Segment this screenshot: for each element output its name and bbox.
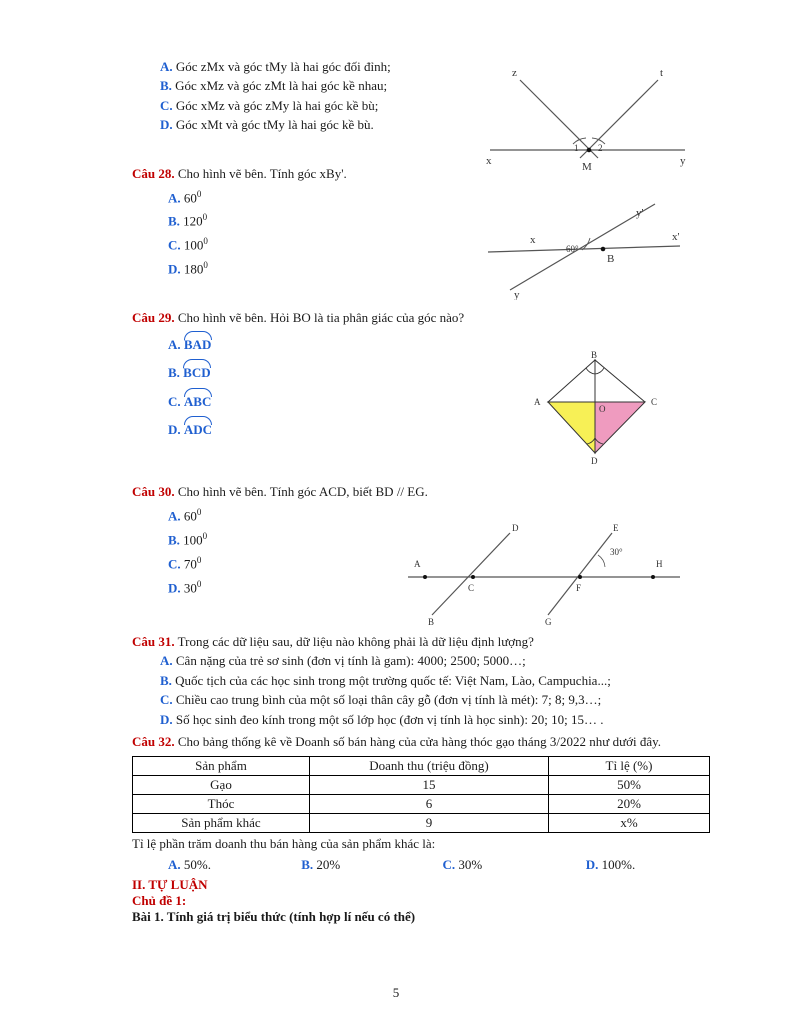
angle-notation bbox=[184, 419, 212, 439]
question-label: Câu 30. bbox=[132, 484, 175, 500]
option-text: 60 bbox=[183, 508, 197, 524]
option-superscript: 0 bbox=[196, 554, 202, 565]
figure-q29 bbox=[500, 350, 690, 465]
option-superscript: 0 bbox=[202, 531, 208, 542]
option-superscript: 0 bbox=[203, 236, 208, 247]
figure-label-b: B bbox=[591, 350, 598, 360]
option-letter: B. bbox=[160, 672, 172, 688]
question-text: Cho bảng thống kê về Doanh số bán hàng của cửa hàng thóc gạo tháng 3/2022 như dưới đây. bbox=[177, 734, 662, 750]
figure-label-h: H bbox=[656, 559, 663, 569]
option-letter: B. bbox=[160, 78, 172, 94]
question-32-stem bbox=[132, 733, 692, 752]
option-text: 180 bbox=[183, 261, 204, 277]
option-letter: B. bbox=[301, 856, 314, 872]
option-text: ABC bbox=[183, 393, 212, 409]
cell-product: Sản phẩm khác bbox=[133, 813, 310, 832]
question-29-stem bbox=[132, 309, 692, 328]
option-letter: C. bbox=[442, 856, 456, 872]
question-32 bbox=[132, 733, 692, 873]
table-row bbox=[133, 794, 710, 813]
angle-arc-icon bbox=[184, 416, 212, 425]
option-text: 30% bbox=[458, 856, 483, 872]
option-text: 100 bbox=[183, 532, 203, 548]
option-row bbox=[586, 857, 635, 873]
question-31-stem bbox=[132, 633, 692, 652]
section-heading: II. TỰ LUẬN bbox=[132, 876, 208, 892]
cell-product: Gạo bbox=[133, 775, 310, 794]
option-text: BCD bbox=[183, 365, 211, 381]
option-letter: A. bbox=[168, 856, 181, 872]
option-text: 30 bbox=[183, 579, 197, 595]
option-superscript: 0 bbox=[196, 507, 202, 518]
topic-heading: Chủ đề 1: bbox=[132, 892, 187, 908]
cell-revenue: 15 bbox=[310, 775, 549, 794]
figure-q30 bbox=[400, 515, 690, 630]
figure-label-a: A bbox=[534, 397, 541, 407]
option-text: 50%. bbox=[183, 856, 211, 872]
option-letter: C. bbox=[168, 237, 181, 253]
table-row bbox=[133, 775, 710, 794]
angle-arc-icon bbox=[184, 388, 212, 397]
question-text: Cho hình vẽ bên. Tính góc xBy'. bbox=[177, 165, 347, 181]
angle-notation bbox=[183, 362, 210, 382]
option-text: Chiều cao trung bình của một số loại thân cây gỗ (đơn vị tính là mét): 7; 8; 9,3…; bbox=[175, 692, 602, 708]
figure-label-y: y bbox=[680, 155, 686, 167]
question-label: Câu 29. bbox=[132, 309, 175, 325]
option-letter: D. bbox=[168, 579, 181, 595]
figure-angle-60: 60° bbox=[566, 244, 579, 254]
column-header-revenue: Doanh thu (triệu đồng) bbox=[310, 756, 549, 775]
figure-label-d: D bbox=[512, 523, 519, 533]
figure-label-c: C bbox=[468, 583, 475, 593]
option-text: 120 bbox=[183, 213, 203, 229]
option-superscript: 0 bbox=[202, 212, 208, 223]
angle-arc-icon bbox=[184, 331, 212, 340]
option-letter: C. bbox=[160, 97, 173, 113]
option-letter: B. bbox=[168, 532, 180, 548]
figure-label-x: x bbox=[486, 155, 492, 167]
figure-label-t: t bbox=[660, 67, 664, 79]
option-text: Góc zMx và góc tMy là hai góc đối đỉnh; bbox=[175, 59, 391, 74]
figure-label-b: B bbox=[607, 253, 615, 265]
figure-label-y-prime: y' bbox=[636, 207, 644, 219]
option-letter: A. bbox=[168, 336, 181, 352]
figure-label-b: B bbox=[428, 617, 435, 627]
question-label: Câu 31. bbox=[132, 634, 175, 650]
option-letter: A. bbox=[168, 508, 181, 524]
option-text: Góc xMt và góc tMy là hai góc kề bù. bbox=[175, 117, 374, 133]
option-row bbox=[132, 672, 692, 690]
option-letter: C. bbox=[168, 393, 181, 409]
option-text: Quốc tịch của các học sinh trong một trường quốc tế: Việt Nam, Lào, Campuchia...; bbox=[175, 672, 611, 688]
option-letter: B. bbox=[168, 213, 180, 229]
question-32-prompt: Tỉ lệ phần trăm doanh thu bán hàng của sản phẩm khác là: bbox=[132, 835, 436, 851]
option-letter: D. bbox=[160, 117, 173, 133]
option-text: Góc xMz và góc zMt là hai góc kề nhau; bbox=[175, 78, 388, 94]
option-row bbox=[132, 711, 692, 729]
figure-label-1: 1 bbox=[574, 143, 579, 153]
figure-label-z: z bbox=[512, 67, 517, 79]
figure-label-d: D bbox=[591, 456, 598, 465]
essay-section bbox=[132, 877, 692, 925]
option-text: 20% bbox=[316, 856, 341, 872]
option-letter: A. bbox=[160, 59, 173, 74]
option-superscript: 0 bbox=[203, 260, 208, 270]
option-text: Cân nặng của trẻ sơ sinh (đơn vị tính là gam): 4000; 2500; 5000…; bbox=[175, 653, 526, 669]
angle-notation bbox=[184, 334, 211, 354]
figure-label-o: O bbox=[599, 404, 606, 414]
figure-label-a: A bbox=[414, 559, 421, 569]
figure-label-m: M bbox=[582, 161, 592, 173]
question-30-stem bbox=[132, 483, 692, 502]
option-text: 70 bbox=[183, 556, 197, 572]
column-header-product: Sản phẩm bbox=[133, 756, 310, 775]
question-text: Cho hình vẽ bên. Tính góc ACD, biết BD // EG. bbox=[177, 484, 428, 500]
option-text: 100%. bbox=[601, 856, 636, 872]
option-text: 100 bbox=[183, 237, 204, 253]
option-letter: C. bbox=[168, 556, 181, 572]
option-superscript: 0 bbox=[196, 188, 202, 199]
option-letter: C. bbox=[160, 692, 173, 708]
option-letter: D. bbox=[585, 856, 599, 872]
figure-label-e: E bbox=[613, 523, 619, 533]
option-text: ADC bbox=[183, 421, 213, 437]
cell-revenue: 9 bbox=[310, 813, 549, 832]
option-letter: D. bbox=[168, 421, 181, 437]
option-row bbox=[301, 857, 439, 873]
option-letter: B. bbox=[168, 365, 180, 381]
question-31 bbox=[132, 633, 692, 729]
cell-product: Thóc bbox=[133, 794, 310, 813]
option-row bbox=[132, 857, 298, 873]
option-letter: D. bbox=[168, 261, 181, 277]
option-superscript: 0 bbox=[196, 578, 202, 589]
cell-ratio: 50% bbox=[549, 775, 710, 794]
figure-label-x: x bbox=[530, 234, 536, 246]
figure-label-f: F bbox=[576, 583, 582, 593]
document-content bbox=[132, 58, 692, 925]
figure-label-c: C bbox=[651, 397, 658, 407]
option-text: Số học sinh đeo kính trong một số lớp học (đơn vị tính là học sinh): 20; 10; 15… . bbox=[175, 711, 604, 727]
table-row bbox=[133, 813, 710, 832]
table-header-row bbox=[133, 756, 710, 775]
option-row bbox=[443, 857, 583, 873]
option-row bbox=[132, 652, 692, 670]
option-text: 60 bbox=[183, 189, 197, 205]
figure-label-g: G bbox=[545, 617, 552, 627]
column-header-ratio: Tỉ lệ (%) bbox=[549, 756, 710, 775]
question-text: Cho hình vẽ bên. Hỏi BO là tia phân giác của góc nào? bbox=[177, 309, 465, 325]
option-letter: A. bbox=[168, 189, 181, 205]
angle-notation bbox=[184, 391, 211, 411]
option-row bbox=[132, 691, 692, 709]
figure-q28 bbox=[470, 190, 700, 300]
cell-ratio: x% bbox=[549, 813, 710, 832]
option-letter: D. bbox=[160, 711, 173, 727]
figure-q27 bbox=[470, 58, 700, 173]
statistics-table bbox=[132, 756, 710, 833]
option-text: BAD bbox=[183, 336, 212, 352]
question-32-options bbox=[132, 857, 692, 873]
figure-angle-30: 30° bbox=[610, 547, 623, 557]
figure-label-2: 2 bbox=[598, 143, 603, 153]
option-text: Góc xMz và góc zMy là hai góc kề bù; bbox=[175, 97, 379, 113]
figure-label-y: y bbox=[514, 289, 520, 300]
question-label: Câu 32. bbox=[132, 734, 175, 750]
question-text: Trong các dữ liệu sau, dữ liệu nào không phải là dữ liệu định lượng? bbox=[177, 634, 534, 650]
cell-ratio: 20% bbox=[549, 794, 710, 813]
angle-arc-icon bbox=[183, 359, 211, 368]
figure-label-x-prime: x' bbox=[672, 231, 680, 243]
page-number: 5 bbox=[392, 985, 400, 1000]
exercise-heading: Bài 1. Tính giá trị biểu thức (tính hợp lí nếu có thể) bbox=[132, 908, 416, 924]
question-label: Câu 28. bbox=[132, 165, 175, 181]
cell-revenue: 6 bbox=[310, 794, 549, 813]
option-letter: A. bbox=[160, 653, 173, 669]
